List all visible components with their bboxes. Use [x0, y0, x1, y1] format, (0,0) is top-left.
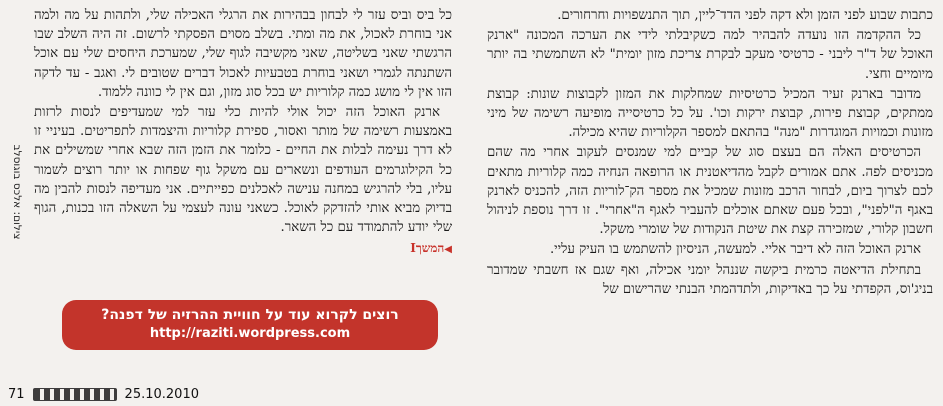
- photo-credit: צילום: אלכס בוגוסלב: [11, 144, 23, 240]
- issue-date: 25.10.2010: [124, 386, 199, 402]
- promo-link[interactable]: http://raziti.wordpress.com: [149, 326, 351, 341]
- article-paragraph: הכרטיסים האלה הם בעצם סוג של קביים למי שמנסים לעקוב אחרי מה שהם מכניסים לפה. אתם אמורים לקבל מהדיאטנית או הרופאה הנחיה כמה קלוריות מתאים לכם לצרוך ביום, לבחור הרכב מזונות שמכיל את מספר הק־לוריות הזה, להכניס לארנק באגף ה"לפני", ובכל פעם שאתם אוכלים להעביר לאגף ה"אחרי". זו דרך נוספת לניהול חשבון קלורי, שמזכירה קצת את שיטת הנקודות של שומרי משקל.: [487, 145, 933, 238]
- promo-banner[interactable]: [62, 300, 438, 350]
- arrow-left-icon: ◀: [444, 244, 452, 256]
- promo-text: רוצים לקרוא עוד על חוויית ההרזיה של דפנה?: [101, 307, 399, 323]
- article-column-left: [34, 6, 452, 260]
- article-paragraph: כל ביס וביס עזר לי לבחון בבהירות את הרגלי האכילה שלי, ולתהות על מה ולמה אני בוחרת לאכול, את מה ומתי. בשלב מסוים הפסקתי לרשום. זה היה השלב שבו הרגשתי שאני בשליטה, שאני מקשיבה לגוף שלי, שמערכת היחסים שלי עם אוכל השתנתה לגמרי ושאני בוחרת בטבעיות לאכול דברים שטובים לי. ואגב - עד לדקה הזו אין לי מושג כמה קלוריות יש בכל סוג מזון, וגם אין לי כוונה ללמוד.: [34, 8, 452, 100]
- article-paragraph: ארנק האוכל הזה יכול אולי להיות כלי עזר למי שמעדיפים לנסות לרזות באמצעות רשימה של מותר ואסור, ספירת קלוריות והיצמדות לתפריטים. בעיניי זו לא דרך נעימה לבלות את החיים - כלומר את הזמן הזה שבא אחרי שמשילים את כל הקילוגרמים העודפים ונשארים עם משקל גוף שפחות או יותר רוצים לשמור עליו, בלי להרגיש במחנה ענישה לאכלנים כפייתיים. אני מעדיפה לנסות להבין מה בדיוק מביא אותי להזדקק לאוכל. כשאני עונה לעצמי על השאלה הזו בכנות, הגוף שלי יודע להתמודד עם כל השאר.: [34, 105, 452, 236]
- article-paragraph: כל ההקדמה הזו נועדה להבהיר למה כשקיבלתי לידי את הערכה המכונה "ארנק האוכל של ד"ר ליבני - כרטיסי מעקב לבקרת צריכת מזון יומית" לא השתמשתי בה יותר מיומיים וחצי.: [487, 28, 933, 82]
- magazine-logo-icon: [33, 388, 117, 401]
- continued-label: המשך: [415, 241, 445, 256]
- article-paragraph: כתבות שבוע לפני הזמן ולא דקה לפני הדד־ליין, תוך התנשפויות וחרחורים.: [557, 8, 933, 23]
- article-paragraph: ארנק האוכל הזה לא דיבר אליי. למעשה, הניסיון להשתמש בו העיק עליי.: [549, 242, 921, 258]
- continued-marker: [410, 239, 452, 259]
- article-paragraph: מדובר בארנק זעיר המכיל כרטיסיות שמחלקות את המזון לקבוצות שונות: קבוצת ממתקים, קבוצת פירות, קבוצת ירקות וכו'. על כל כרטיסייה מופיעה רשימה של מיני מזונות וכמויות המוגדרות "מנה" בהתאם למספר הקלוריות שהיא מכילה.: [487, 86, 933, 141]
- page-number: 71: [8, 386, 25, 402]
- article-paragraph: בתחילת הדיאטה כרמית ביקשה שננהל יומני אכילה, ואף שגם אז חשבתי שמדובר בניג'וס, הקפדתי על כך באדיקות, ולתדהמתי הבנתי שהרישום של: [487, 262, 933, 297]
- article-column-right: [487, 6, 933, 299]
- continued-mark: I: [410, 241, 416, 256]
- page-footer: [8, 386, 199, 402]
